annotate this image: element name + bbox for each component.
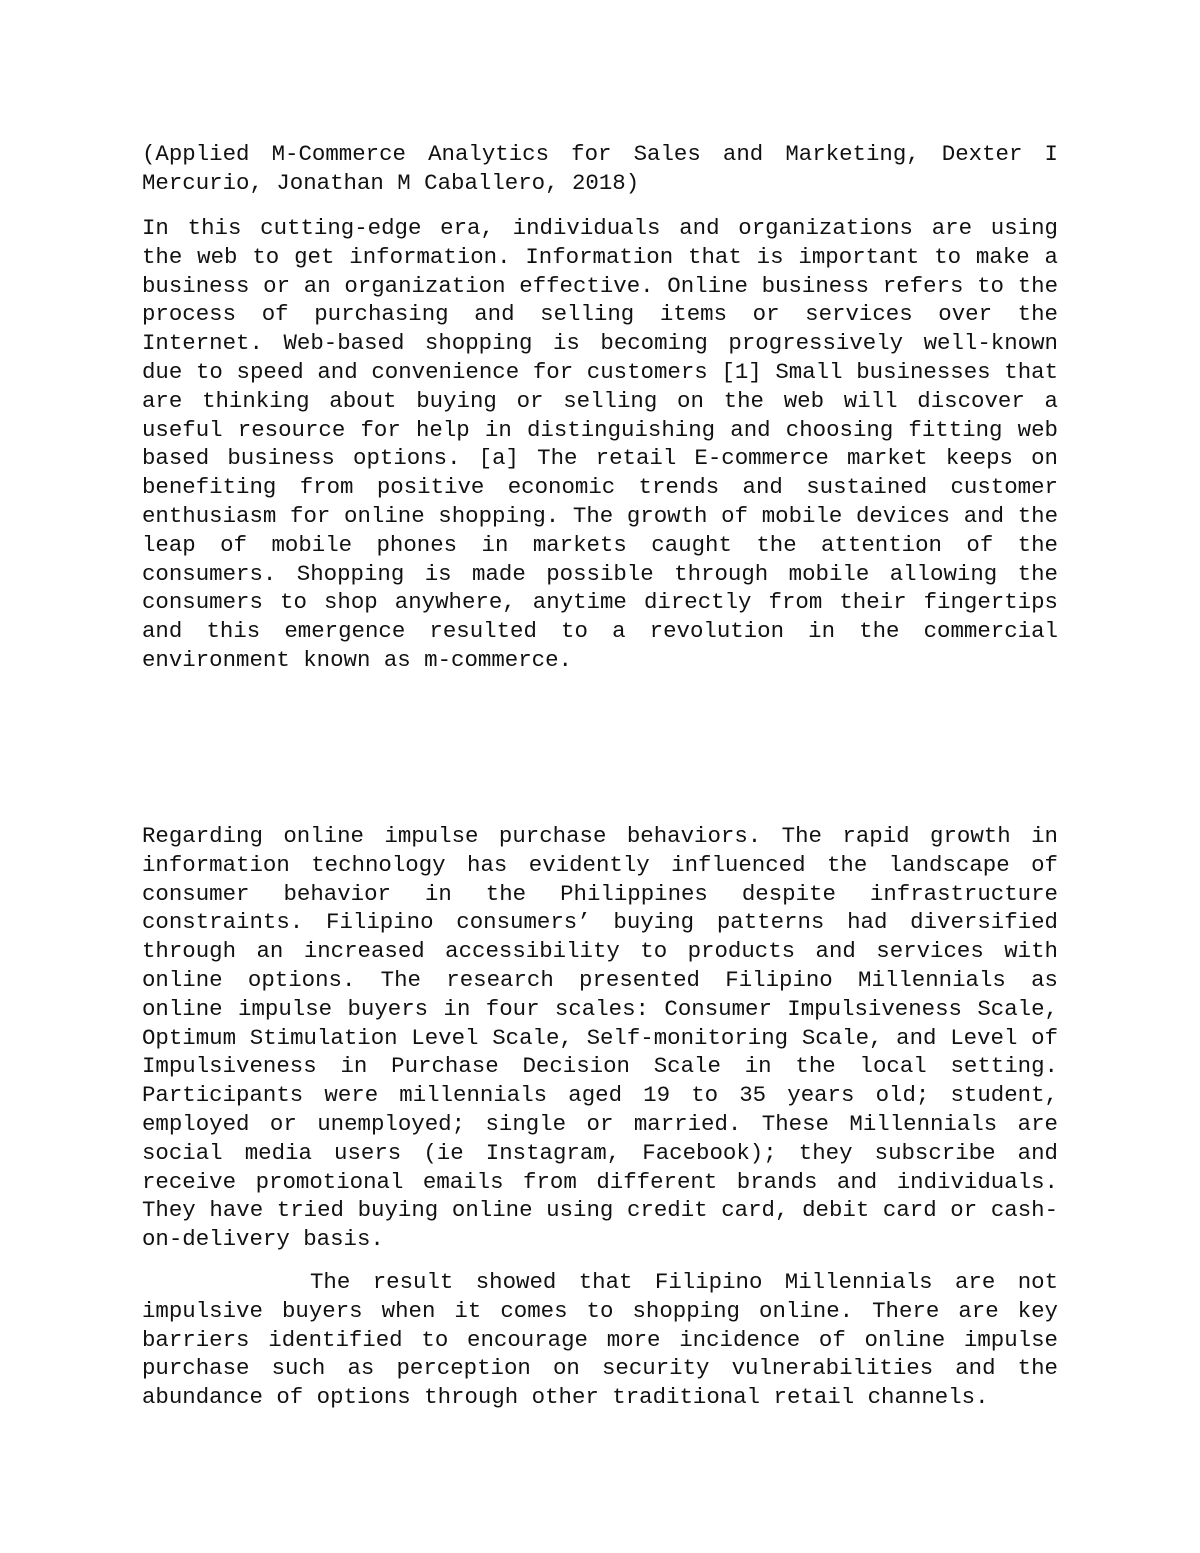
paragraph-result <box>142 1268 1058 1412</box>
paragraph-impulse-purchase: Regarding online impulse purchase behaviors. The rapid growth in information technology has evidently influenced the landscape of consumer behavior in the Philippines despite infrastructure constraints. Filipino consumers’ buying patterns had diversified through an increased accessibility to products and services with online options. The research presented Filipino Millennials as online impulse buyers in four scales: Consumer Impulsiveness Scale, Optimum Stimulation Level Scale, Self-monitoring Scale, and Level of Impulsiveness in Purchase Decision Scale in the local setting. Participants were millennials aged 19 to 35 years old; student, employed or unemployed; single or married. These Millennials are social media users (ie Instagram, Facebook); they subscribe and receive promotional emails from different brands and individuals. They have tried buying online using credit card, debit card or cash-on-delivery basis. <box>142 823 1058 1253</box>
citation: (Applied M-Commerce Analytics for Sales and Marketing, Dexter I Mercurio, Jonathan M Caballero, 2018) <box>142 141 1058 196</box>
paragraph-result-text: The result showed that Filipino Millennials are not impulsive buyers when it comes to shopping online. There are key barriers identified to encourage more incidence of online impulse purchase such as perception on security vulnerabilities and the abundance of options through other traditional retail channels. <box>142 1269 1058 1411</box>
paragraph-mcommerce-intro: In this cutting-edge era, individuals and organizations are using the web to get information. Information that is important to make a business or an organization effective. Online business refers to the process of purchasing and selling items or services over the Internet. Web-based shopping is becoming progressively well-known due to speed and convenience for customers [1] Small businesses that are thinking about buying or selling on the web will discover a useful resource for help in distinguishing and choosing fitting web based business options. [a] The retail E-commerce market keeps on benefiting from positive economic trends and sustained customer enthusiasm for online shopping. The growth of mobile devices and the leap of mobile phones in markets caught the attention of the consumers. Shopping is made possible through mobile allowing the consumers to shop anywhere, anytime directly from their fingertips and this emergence resulted to a revolution in the commercial environment known as m-commerce. <box>142 215 1058 673</box>
